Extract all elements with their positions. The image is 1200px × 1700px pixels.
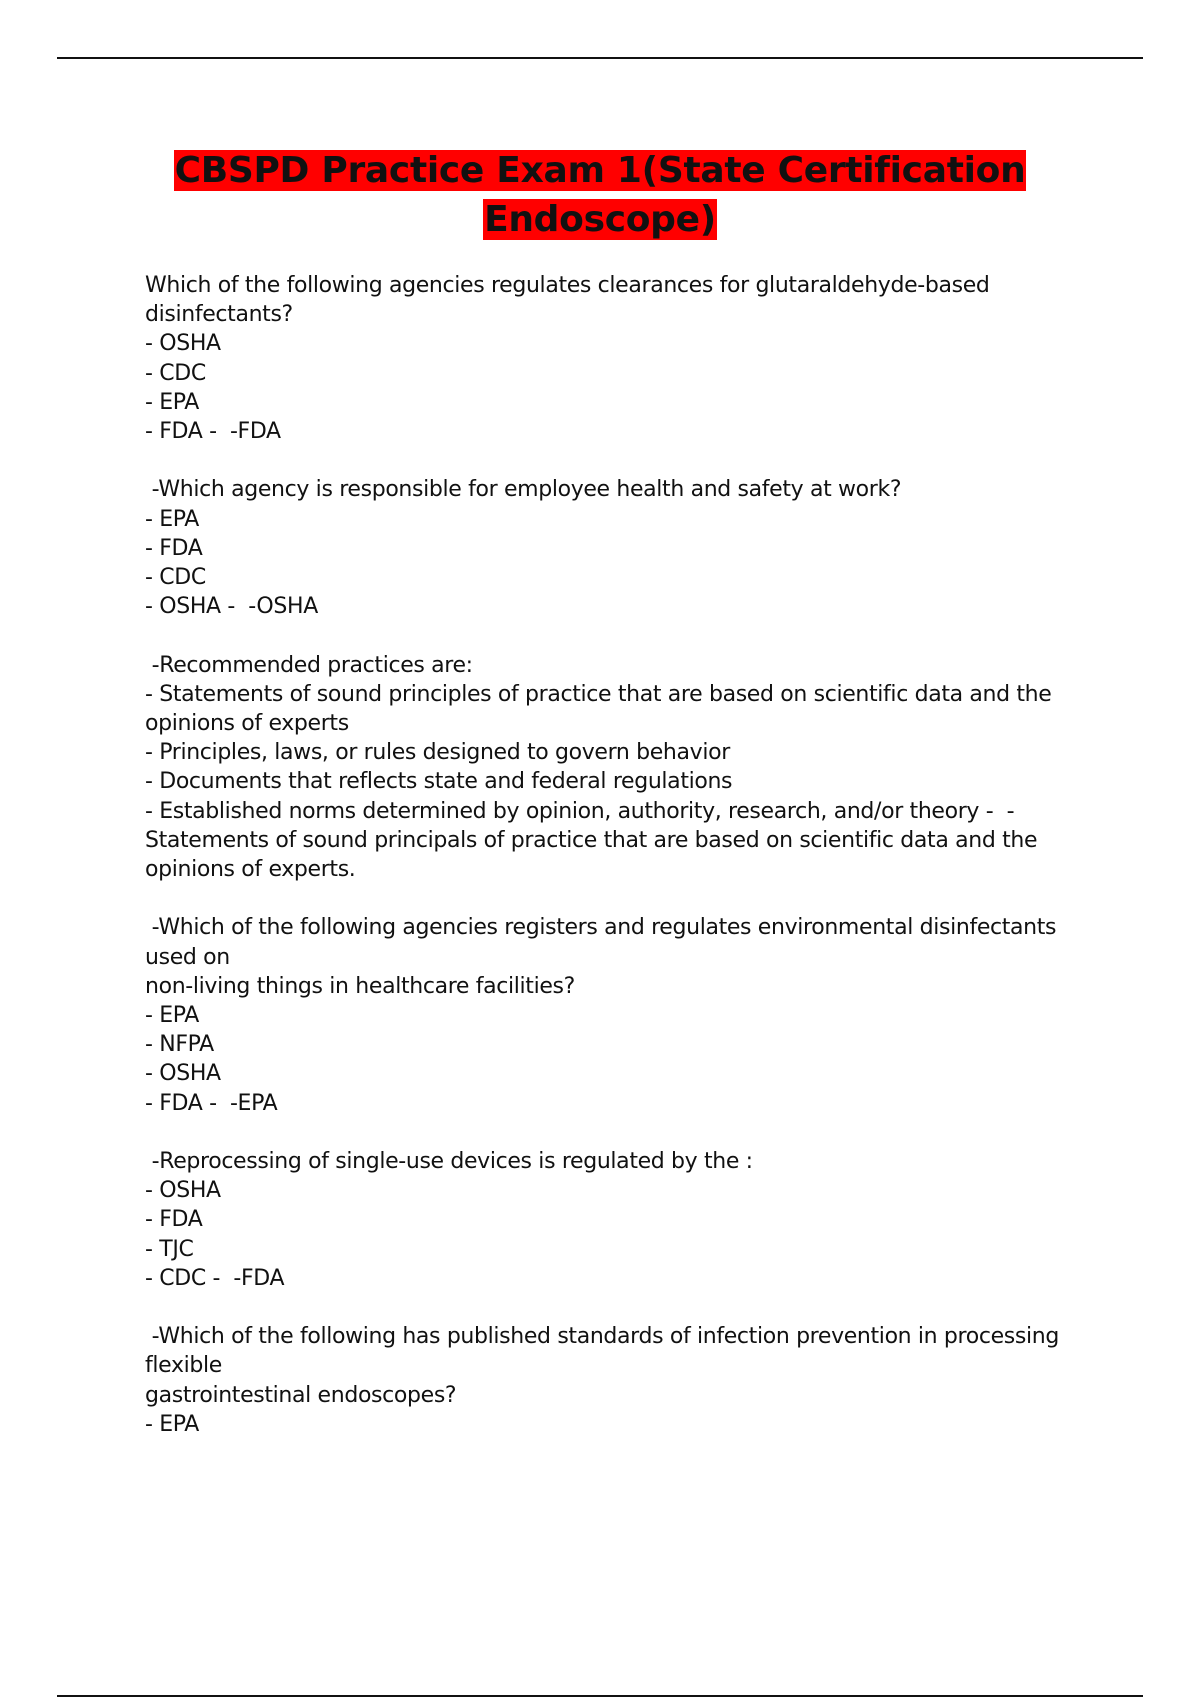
answer-option: opinions of experts. [145, 857, 356, 883]
question-text: Which of the following agencies regulates clearances for glutaraldehyde-based [145, 273, 990, 298]
questions-list [145, 271, 1065, 1468]
answer-option: - OSHA - -OSHA [145, 594, 318, 620]
answer-option: - NFPA [145, 1032, 214, 1058]
answer-option: - FDA [145, 535, 203, 561]
answer-option: - FDA - -FDA [145, 419, 281, 445]
question-text: gastrointestinal endoscopes? [145, 1382, 457, 1408]
answer-option: - FDA - -EPA [145, 1090, 278, 1116]
title-line-2: Endoscope) [484, 199, 716, 240]
answer-option: opinions of experts [145, 711, 349, 737]
answer-option: - CDC [145, 565, 206, 591]
answer-option: - CDC [145, 360, 206, 386]
answer-option: - OSHA [145, 331, 221, 357]
question-text: -Which agency is responsible for employee health and safety at work? [145, 477, 902, 503]
question-5 [145, 1147, 1065, 1293]
answer-option: - CDC - -FDA [145, 1265, 285, 1291]
question-6 [145, 1322, 1065, 1439]
answer-option: - EPA [145, 389, 199, 415]
bottom-rule [57, 1695, 1143, 1697]
answer-option: - EPA [145, 1003, 199, 1029]
question-text: used on [145, 944, 230, 970]
title-line-1: CBSPD Practice Exam 1(State Certification [174, 150, 1026, 191]
answer-option: - EPA [145, 1411, 199, 1437]
answer-option: - Documents that reflects state and federal regulations [145, 769, 733, 795]
question-text: flexible [145, 1353, 222, 1379]
answer-option: - Statements of sound principles of practice that are based on scientific data and the [145, 681, 1052, 707]
document-title [145, 146, 1055, 244]
question-text: -Which of the following agencies registers and regulates environmental disinfectants [145, 915, 1057, 941]
answer-option: - FDA [145, 1207, 203, 1233]
answer-option: - Principles, laws, or rules designed to govern behavior [145, 740, 730, 766]
answer-option: Statements of sound principals of practice that are based on scientific data and the [145, 827, 1038, 853]
answer-option: - Established norms determined by opinion, authority, research, and/or theory - - [145, 798, 1015, 824]
question-text: -Which of the following has published standards of infection prevention in processing [145, 1324, 1059, 1350]
answer-option: - OSHA [145, 1061, 221, 1087]
answer-option: - TJC [145, 1236, 194, 1262]
question-4 [145, 913, 1065, 1117]
question-1 [145, 271, 1065, 446]
question-text: -Recommended practices are: [145, 652, 473, 678]
question-text: disinfectants? [145, 302, 293, 328]
question-text: non-living things in healthcare facilities? [145, 973, 575, 999]
answer-option: - EPA [145, 506, 199, 532]
question-2 [145, 475, 1065, 621]
top-rule [57, 57, 1143, 59]
question-text: -Reprocessing of single-use devices is regulated by the : [145, 1149, 753, 1175]
question-3 [145, 651, 1065, 885]
answer-option: - OSHA [145, 1178, 221, 1204]
